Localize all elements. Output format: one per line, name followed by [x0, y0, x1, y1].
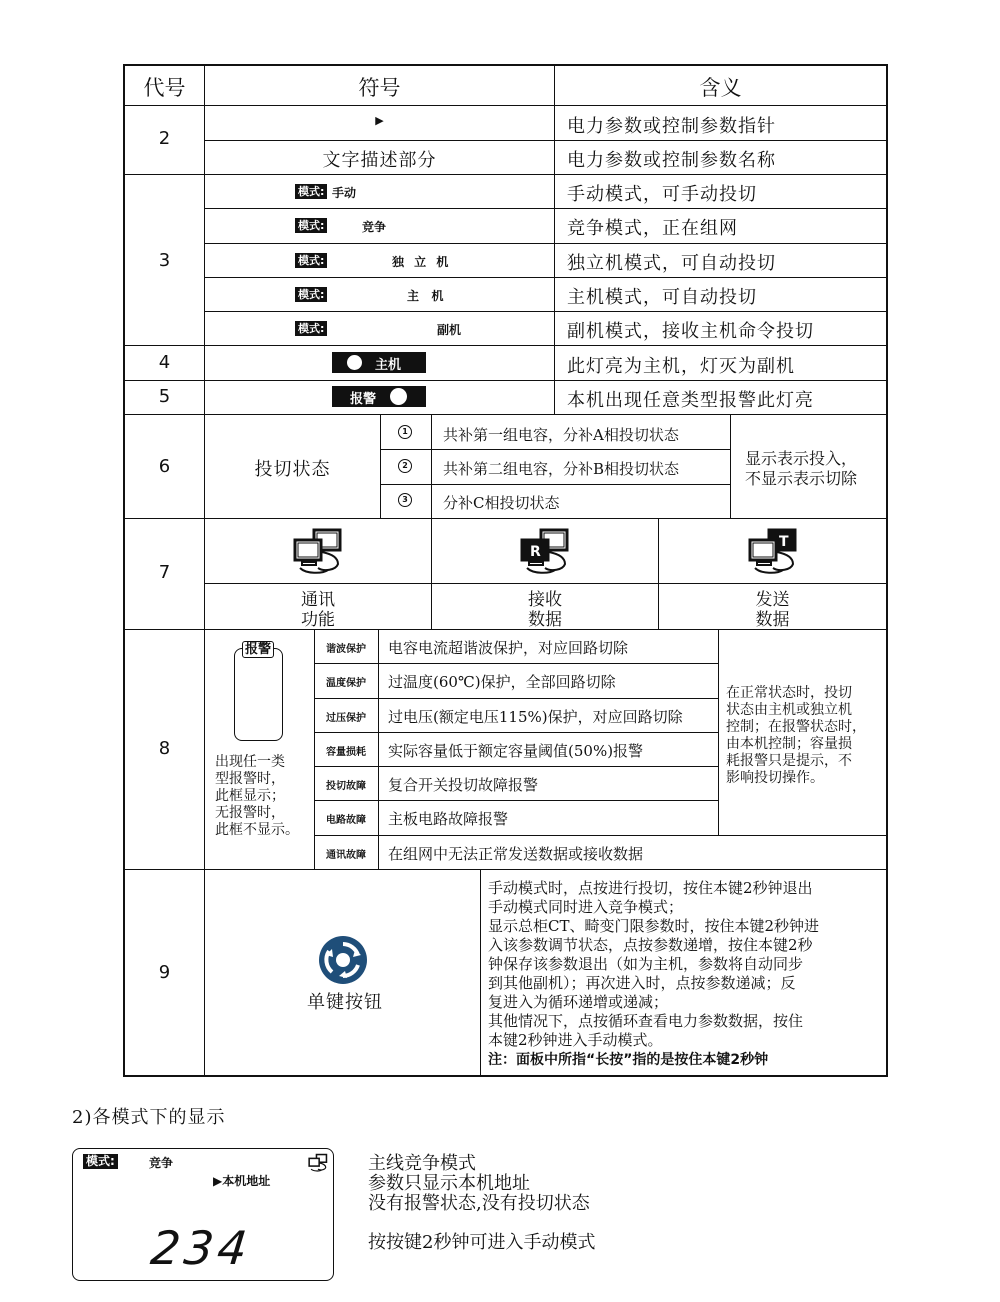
lcd-display — [72, 1148, 334, 1281]
mode-badge: 模式: — [295, 321, 327, 336]
alarm-text-capacity: 实际容量低于额定容量阈值(50%)报警 — [388, 742, 644, 760]
alarm-indicator-label: 报警 — [350, 392, 377, 407]
switch-status-note-2: 不显示表示切除 — [745, 469, 858, 488]
alarm-right-note-1: 在正常状态时，投切 — [726, 685, 852, 701]
alarm-note-3: 此框显示； — [215, 788, 285, 804]
mode-master-meaning: 主机模式，可自动投切 — [567, 287, 757, 308]
alarm-indicator-meaning: 本机出现任意类型报警此灯亮 — [567, 390, 814, 411]
alarm-frame-tag: 报警 — [242, 641, 274, 658]
receive-letter: R — [530, 544, 541, 560]
alarm-right-note-5: 耗报警只是提示，不 — [726, 753, 852, 769]
mode-slave: 副机 — [437, 323, 462, 337]
row-code-9: 9 — [158, 962, 171, 983]
key-desc-line-8: 其他情况下，点按循环查看电力参数数据，按住 — [488, 1012, 804, 1030]
alarm-right-note-3: 控制；在报警状态时， — [726, 719, 866, 735]
mode-desc-line-3: 没有报警状态,没有投切状态 — [368, 1193, 590, 1214]
receive-label-2: 数据 — [528, 610, 562, 630]
lcd-communication-icon — [308, 1153, 328, 1173]
alarm-frame — [234, 648, 283, 741]
alarm-tag-circuit-fault: 电路故障 — [326, 815, 366, 826]
send-label-2: 数据 — [755, 610, 790, 630]
lcd-pointer-text: ▶本机地址 — [213, 1174, 271, 1188]
key-desc-line-9: 本键2秒钟进入手动模式。 — [488, 1031, 663, 1049]
key-desc-line-6: 到其他副机）；再次进入时，点按参数递减；反 — [488, 974, 796, 992]
alarm-tag-comm-fault: 通讯故障 — [326, 850, 366, 861]
master-indicator — [332, 352, 426, 373]
master-indicator-label: 主机 — [375, 358, 402, 373]
mode-desc-line-2: 参数只显示本机地址 — [368, 1173, 530, 1194]
mode-slave-meaning: 副机模式，接收主机命令投切 — [567, 321, 814, 342]
mode-desc-line-1: 主线竞争模式 — [368, 1153, 476, 1174]
header-meaning: 含义 — [699, 76, 742, 100]
alarm-text-comm-fault: 在组网中无法正常发送数据或接收数据 — [388, 845, 644, 863]
section-heading: 2)各模式下的显示 — [72, 1107, 226, 1128]
text-desc-symbol: 文字描述部分 — [322, 150, 437, 171]
mode-badge: 模式: — [295, 253, 327, 268]
alarm-right-note-6: 影响投切操作。 — [726, 770, 824, 786]
key-desc-line-3: 显示总柜CT、畸变门限参数时，按住本键2秒钟进 — [488, 917, 820, 935]
key-desc-line-1: 手动模式时，点按进行投切，按住本键2秒钟退出 — [488, 879, 813, 897]
circle-number-3: 3 — [398, 493, 412, 507]
circle-number-2: 2 — [398, 459, 412, 473]
mode-compete-meaning: 竞争模式，正在组网 — [567, 218, 738, 239]
alarm-note-5: 此框不显示。 — [215, 822, 299, 838]
alarm-text-overvoltage: 过电压(额定电压115%)保护，对应回路切除 — [388, 708, 683, 726]
alarm-tag-overvoltage: 过压保护 — [326, 713, 366, 724]
key-desc-note: 注：面板中所指“长按”指的是按住本键2秒钟 — [488, 1052, 769, 1068]
switch-status-label: 投切状态 — [254, 459, 331, 480]
mode-master: 主 机 — [407, 289, 444, 303]
row-code-7: 7 — [158, 562, 171, 583]
row-code-8: 8 — [158, 738, 171, 759]
pointer-arrow-icon: ▶ — [375, 114, 384, 127]
lcd-mode-text: 竞争 — [149, 1156, 174, 1170]
switch-status-item-2: 共补第二组电容，分补B相投切状态 — [443, 460, 680, 478]
single-key-button-icon[interactable] — [318, 935, 368, 985]
header-code: 代号 — [143, 76, 186, 100]
key-desc-line-7: 复进入为循环递增或递减； — [488, 993, 669, 1011]
key-desc-line-4: 入该参数调节状态，点按参数递增，按住本键2秒 — [488, 936, 813, 954]
master-indicator-meaning: 此灯亮为主机，灯灭为副机 — [567, 356, 795, 377]
mode-badge: 模式: — [295, 184, 327, 199]
key-desc-line-5: 钟保存该参数退出（如为主机，参数将自动同步 — [488, 955, 804, 973]
alarm-right-note-2: 状态由主机或独立机 — [726, 702, 852, 718]
mode-standalone: 独 立 机 — [392, 255, 449, 269]
alarm-indicator — [332, 386, 426, 407]
mode-hint: 按按键2秒钟可进入手动模式 — [368, 1232, 596, 1253]
indicator-light-icon — [347, 355, 362, 370]
pointer-meaning: 电力参数或控制参数指针 — [567, 116, 776, 137]
row-code-4: 4 — [158, 352, 171, 373]
row-code-3: 3 — [158, 250, 171, 271]
send-label-1: 发送 — [755, 590, 790, 610]
row-code-2: 2 — [158, 128, 171, 149]
send-data-icon — [747, 528, 799, 576]
switch-status-item-3: 分补C相投切状态 — [443, 494, 560, 512]
lcd-digits: 234 — [148, 1221, 254, 1275]
alarm-text-harmonic: 电容电流超谐波保护，对应回路切除 — [388, 639, 629, 657]
mode-badge: 模式: — [295, 287, 327, 302]
alarm-text-temperature: 过温度(60℃)保护，全部回路切除 — [388, 673, 616, 691]
receive-data-icon — [519, 528, 571, 576]
communication-icon — [292, 528, 344, 576]
lcd-mode-badge: 模式: — [83, 1154, 118, 1169]
comm-label-2: 功能 — [301, 610, 335, 630]
switch-status-item-1: 共补第一组电容，分补A相投切状态 — [443, 426, 679, 444]
key-desc-line-2: 手动模式同时进入竞争模式； — [488, 898, 684, 916]
alarm-note-4: 无报警时， — [215, 805, 285, 821]
header-symbol: 符号 — [358, 76, 401, 100]
comm-label-1: 通讯 — [301, 590, 335, 610]
mode-standalone-meaning: 独立机模式，可自动投切 — [567, 253, 776, 274]
mode-badge: 模式: — [295, 218, 327, 233]
alarm-text-circuit-fault: 主板电路故障报警 — [388, 810, 509, 828]
alarm-tag-capacity: 容量损耗 — [326, 747, 366, 758]
alarm-tag-switch-fault: 投切故障 — [326, 781, 366, 792]
row-code-5: 5 — [158, 386, 171, 407]
send-letter: T — [779, 534, 789, 550]
text-desc-meaning: 电力参数或控制参数名称 — [567, 150, 776, 171]
alarm-note-1: 出现任一类 — [215, 754, 285, 770]
switch-status-note-1: 显示表示投入， — [745, 449, 858, 468]
circle-number-1: 1 — [398, 425, 412, 439]
single-key-button-label: 单键按钮 — [307, 992, 383, 1013]
mode-manual: 手动 — [332, 186, 357, 200]
mode-manual-meaning: 手动模式，可手动投切 — [567, 184, 757, 205]
alarm-note-2: 型报警时， — [215, 771, 285, 787]
receive-label-1: 接收 — [528, 590, 562, 610]
mode-compete: 竞争 — [362, 220, 387, 234]
alarm-text-switch-fault: 复合开关投切故障报警 — [388, 776, 539, 794]
row-code-6: 6 — [158, 456, 171, 477]
alarm-right-note-4: 由本机控制；容量损 — [726, 736, 852, 752]
alarm-tag-harmonic: 谐波保护 — [326, 644, 366, 655]
indicator-light-icon — [390, 388, 407, 405]
alarm-tag-temperature: 温度保护 — [326, 678, 366, 689]
